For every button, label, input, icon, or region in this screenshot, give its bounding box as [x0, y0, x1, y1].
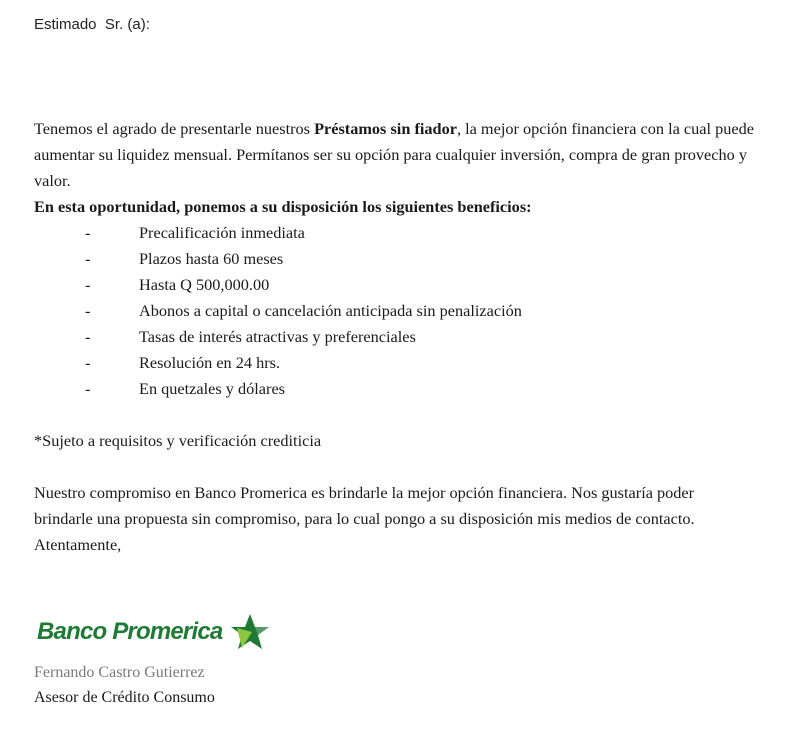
- spacer: [34, 402, 774, 428]
- benefit-text: Precalificación inmediata: [139, 223, 305, 242]
- spacer: [34, 454, 774, 480]
- greeting: Estimado Sr. (a):: [34, 16, 150, 33]
- benefit-item: [34, 376, 774, 402]
- bullet-dash: -: [85, 379, 91, 398]
- intro-text-start: Tenemos el agrado de presentarle nuestros: [34, 119, 315, 138]
- bullet-dash: -: [85, 353, 91, 372]
- benefit-item: [34, 272, 774, 298]
- email-body: [34, 116, 774, 558]
- benefit-text: Plazos hasta 60 meses: [139, 249, 284, 268]
- benefit-item: [34, 298, 774, 324]
- benefit-text: Abonos a capital o cancelación anticipada sin penalización: [139, 301, 522, 320]
- benefit-item: [34, 220, 774, 246]
- bullet-dash: -: [85, 249, 91, 268]
- intro-text-end: , la mejor opción financiera con la cual puede aumentar su liquidez mensual. Permítanos ser su opción para cualquier inversión, compra de gran provecho y valor.: [34, 119, 754, 190]
- disclaimer: *Sujeto a requisitos y verificación crediticia: [34, 431, 322, 450]
- benefit-text: Resolución en 24 hrs.: [139, 353, 281, 372]
- benefit-text: Hasta Q 500,000.00: [139, 275, 270, 294]
- bullet-dash: -: [85, 301, 91, 320]
- signature-title: Asesor de Crédito Consumo: [34, 689, 215, 706]
- signature-name: Fernando Castro Gutierrez: [34, 664, 205, 681]
- bank-logo: [37, 610, 272, 654]
- benefits-list: [34, 220, 774, 402]
- commitment-paragraph: Nuestro compromiso en Banco Promerica es brindarle la mejor opción financiera. Nos gustaría poder brindarle una propuesta sin compromiso, para lo cual pongo a su disposición mis medios de contacto.: [34, 483, 695, 528]
- bullet-dash: -: [85, 223, 91, 242]
- benefit-item: [34, 324, 774, 350]
- intro-paragraph: [34, 116, 774, 194]
- benefit-item: [34, 350, 774, 376]
- promerica-star-icon: [228, 612, 272, 652]
- bank-logo-text: Banco Promerica: [37, 618, 223, 645]
- bullet-dash: -: [85, 275, 91, 294]
- benefit-text: Tasas de interés atractivas y preferenciales: [139, 327, 416, 346]
- bullet-dash: -: [85, 327, 91, 346]
- benefits-heading: En esta oportunidad, ponemos a su disposición los siguientes beneficios:: [34, 197, 532, 216]
- benefit-item: [34, 246, 774, 272]
- product-name: Préstamos sin fiador: [314, 119, 457, 138]
- benefit-text: En quetzales y dólares: [139, 379, 286, 398]
- closing: Atentamente,: [34, 535, 122, 554]
